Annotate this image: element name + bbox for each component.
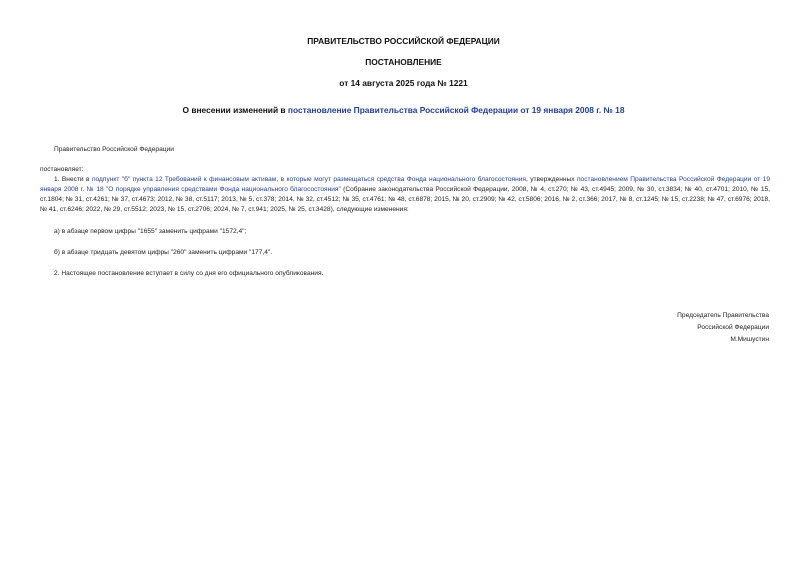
document-subject <box>0 105 807 115</box>
issuer-text: Правительство Российской Федерации <box>54 146 174 153</box>
document-type-heading: ПОСТАНОВЛЕНИЕ <box>365 57 442 67</box>
signature-name: М.Мишустин <box>730 336 769 343</box>
item-a-text: а) в абзаце первом цифры "1655" заменить цифрами "1572,4"; <box>54 228 247 235</box>
government-heading: ПРАВИТЕЛЬСТВО РОССИЙСКОЙ ФЕДЕРАЦИИ <box>307 36 500 46</box>
item-1-link-subpoint[interactable]: подпункт "б" пункта 12 <box>91 176 163 183</box>
signature-block <box>677 310 769 346</box>
subject-link[interactable]: постановление Правительства Российской Федерации от 19 января 2008 г. № 18 <box>287 105 625 115</box>
signature-line-2: Российской Федерации <box>697 324 769 331</box>
signature-line-1: Председатель Правительства <box>677 312 769 319</box>
resolves-text: постановляет: <box>40 166 84 173</box>
subject-prefix: О внесении изменений в <box>182 105 288 115</box>
item-1-paragraph: 1. Внести в подпункт "б" пункта 12 Требований к финансовым активам, в которые могут размещаться средства Фонда национального благосостояния, утвержденных постановлением Правительства Российской Федерации от 19 января 2008 г. № 18 "О порядке управления средствами Фонда национального благосостояния" (Собрание законодательства Российской Федерации, 2008, № 4, ст.270; № 43, ст.4945; 2009, № 30, ст.3834; № 40, ст.4701; 2010, № 15, ст.1804; № 31, ст.4261; № 37, ст.4673; 2012, № 38, ст.5117; 2013, № 5, ст.378; 2014, № 32, ст.4512; № 35, ст.4761; № 48, ст.6878; 2015, № 20, ст.2909; № 42, ст.5806; 2016, № 2, ст.366; 2017, № 8, ст.1245; № 15, ст.2238; № 47, ст.6976; 2018, № 41, ст.6246; 2022, № 29, ст.5512; 2023, № 15, ст.2706; 2024, № 7, ст.941; 2025, № 25, ст.3428), следующие изменения: <box>40 176 770 213</box>
item-1-link-resolution[interactable]: постановлением Правительства Российской Федерации от 19 января 2008 г. № 18 "О порядке управления средствами Фонда национального благосостояния" <box>40 176 770 193</box>
item-1-start: 1. Внести в <box>54 176 92 183</box>
date-number-heading: от 14 августа 2025 года № 1221 <box>339 78 468 88</box>
item-b-text: б) в абзаце тридцать девятом цифры "260" заменить цифрами "177,4". <box>54 249 273 256</box>
item-1-end: (Собрание законодательства Российской Федерации, 2008, № 4, ст.270; № 43, ст.4945; 2009, № 30, ст.3834; № 40, ст.4701; 2010, № 15, ст.1804; № 31, ст.4261; № 37, ст.4673; 2012, № 38, ст.5117; 2013, № 5, ст.378; 2014, № 32, ст.4512; № 35, ст.4761; № 48, ст.6878; 2015, № 20, ст.2909; № 42, ст.5806; 2016, № 2, ст.366; 2017, № 8, ст.1245; № 15, ст.2238; № 47, ст.6976; 2018, № 41, ст.6246; 2022, № 29, ст.5512; 2023, № 15, ст.2706; 2024, № 7, ст.941; 2025, № 25, ст.3428), следующие изменения: <box>40 186 770 213</box>
item-1-link-requirements[interactable]: Требований к финансовым активам, в которые могут размещаться средства Фонда национального благосостояния <box>164 176 526 183</box>
item-2-text: 2. Настоящее постановление вступает в силу со дня его официального опубликования. <box>54 270 324 277</box>
